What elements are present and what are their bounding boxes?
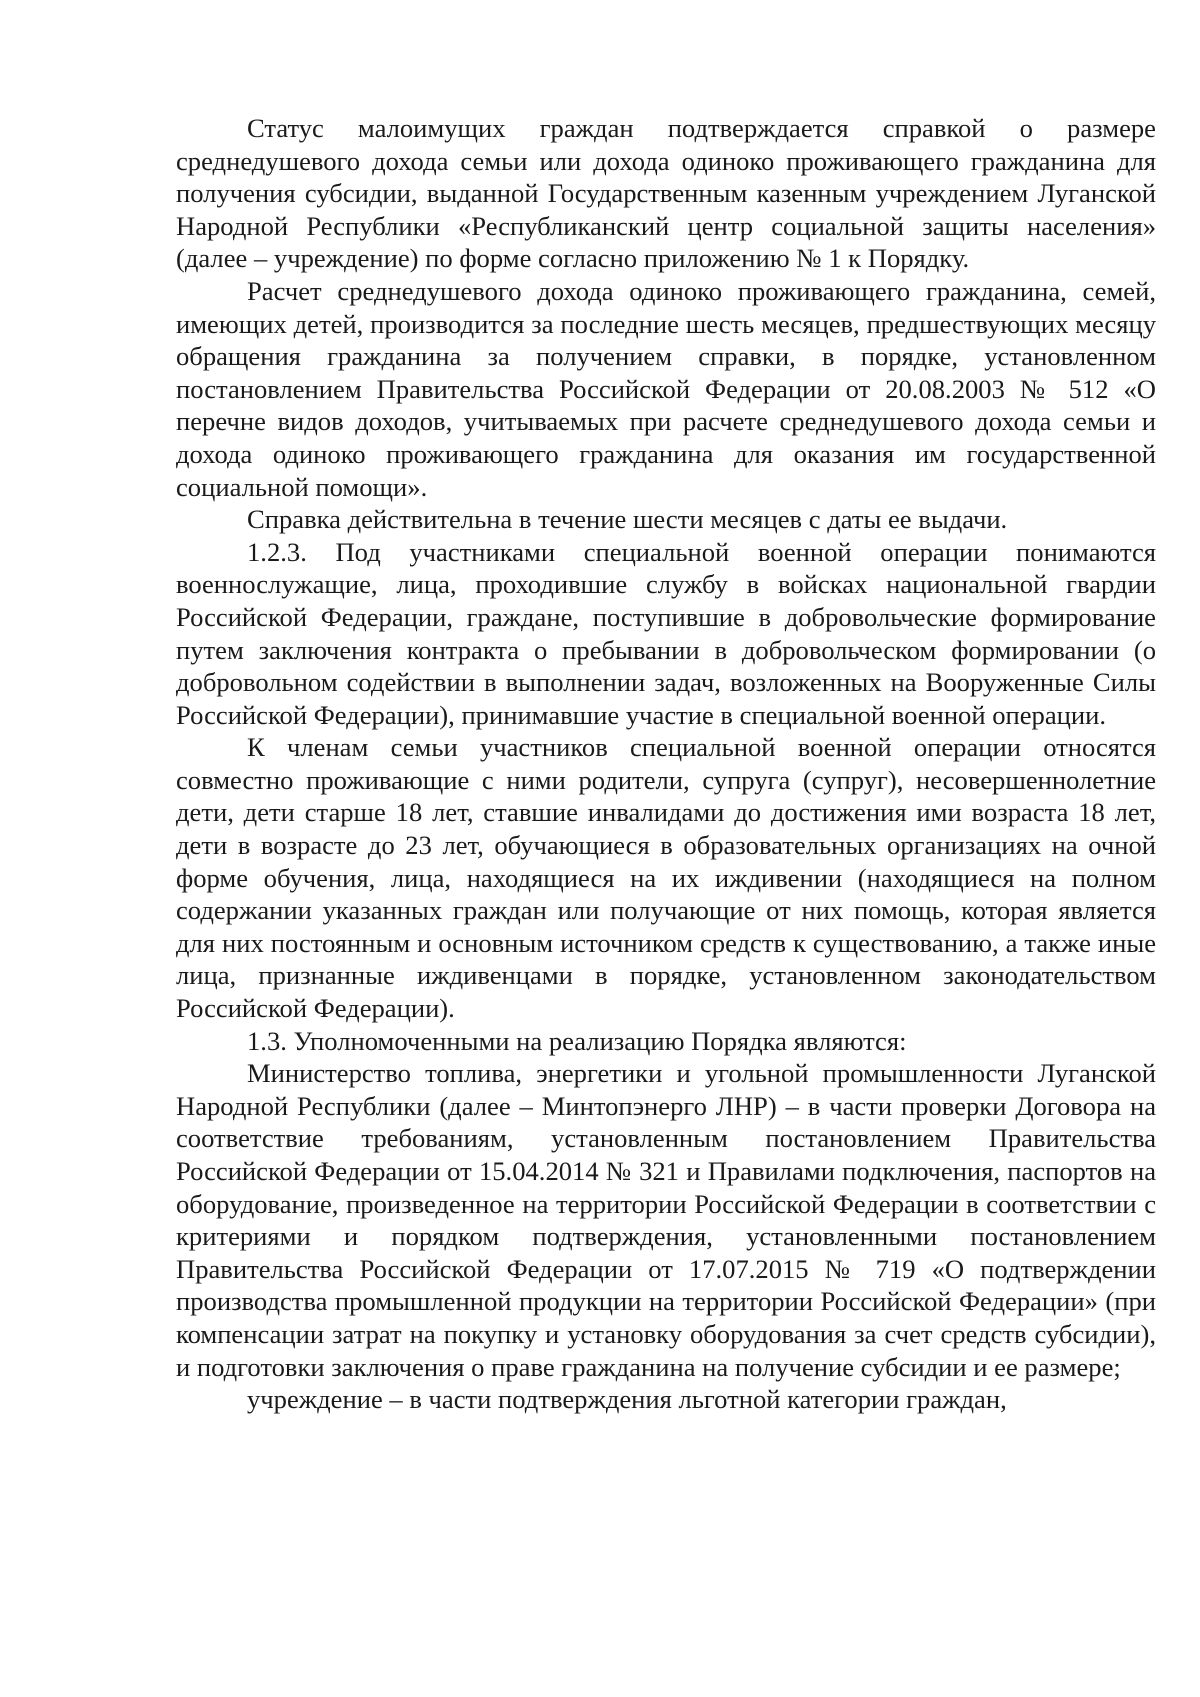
paragraph-poverty-status: Статус малоимущих граждан подтверждается справкой о размере среднедушевого дохода семьи или дохода одиноко проживающего гражданина для получения субсидии, выданной Государственным казенным учреждением Луганской Народной Республики «Республиканский центр социальной защиты населения» (далее – учреждение) по форме согласно приложению № 1 к Порядку. [176, 113, 1156, 274]
paragraph-certificate-validity: Справка действительна в течение шести месяцев с даты ее выдачи. [247, 504, 1008, 535]
paragraph-ministry: Министерство топлива, энергетики и угольной промышленности Луганской Народной Республики (далее – Минтопэнерго ЛНР) – в части проверки Договора на соответствие требованиям, установленным постановлением Правительства Российской Федерации от 15.04.2014 № 321 и Правилами подключения, паспортов на оборудование, произведенное на территории Российской Федерации в соответствии с критериями и порядком подтверждения, установленными постановлением Правительства Российской Федерации от 17.07.2015 № 719 «О подтверждении производства промышленной продукции на территории Российской Федерации» (при компенсации затрат на покупку и установку оборудования за счет средств субсидии), и подготовки заключения о праве гражданина на получение субсидии и ее размере; [176, 1058, 1156, 1382]
document-page [176, 112, 1156, 1416]
paragraph-clause-1-3: 1.3. Уполномоченными на реализацию Порядка являются: [247, 1025, 907, 1056]
paragraph-family-members: К членам семьи участников специальной военной операции относятся совместно проживающие с ними родители, супруга (супруг), несовершеннолетние дети, дети старше 18 лет, ставшие инвалидами до достижения ими возраста 18 лет, дети в возрасте до 23 лет, обучающиеся в образовательных организациях на очной форме обучения, лица, находящиеся на их иждивении (находящиеся на полном содержании указанных граждан или получающие от них помощь, которая является для них постоянным и основным источником средств к существованию, а также иные лица, признанные иждивенцами в порядке, установленном законодательством Российской Федерации). [176, 732, 1156, 1024]
paragraph-institution: учреждение – в части подтверждения льготной категории граждан, [247, 1384, 1007, 1415]
paragraph-clause-1-2-3: 1.2.3. Под участниками специальной военной операции понимаются военнослужащие, лица, проходившие службу в войсках национальной гвардии Российской Федерации, граждане, поступившие в добровольческие формирование путем заключения контракта о пребывании в добровольческом формировании (о добровольном содействии в выполнении задач, возложенных на Вооруженные Силы Российской Федерации), принимавшие участие в специальной военной операции. [176, 536, 1156, 730]
paragraph-income-calculation: Расчет среднедушевого дохода одиноко проживающего гражданина, семей, имеющих детей, производится за последние шесть месяцев, предшествующих месяцу обращения гражданина за получением справки, в порядке, установленном постановлением Правительства Российской Федерации от 20.08.2003 № 512 «О перечне видов доходов, учитываемых при расчете среднедушевого дохода семьи и дохода одиноко проживающего гражданина для оказания им государственной социальной помощи». [176, 275, 1156, 502]
